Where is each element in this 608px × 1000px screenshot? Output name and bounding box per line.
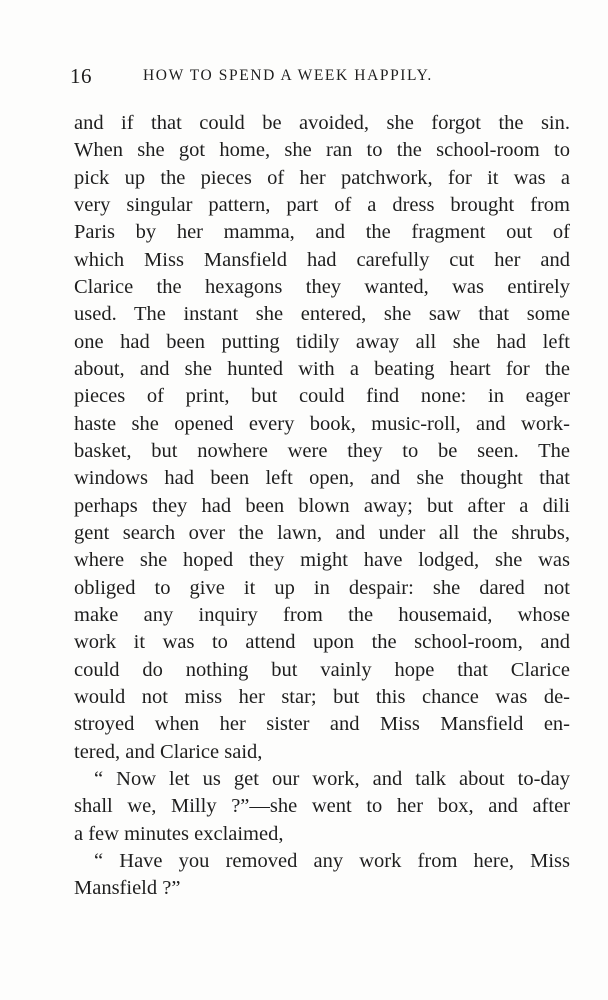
text-line: one had been putting tidily away all she had left <box>74 330 570 353</box>
text-line: make any inquiry from the housemaid, whose <box>74 603 570 626</box>
page-header <box>70 64 540 88</box>
text-line: gent search over the lawn, and under all the shrubs, <box>74 521 570 544</box>
text-line: shall we, Milly ?”—she went to her box, and after <box>74 795 570 818</box>
text-line: “ Now let us get our work, and talk about to-day <box>94 767 570 790</box>
text-line: tered, and Clarice said, <box>74 740 263 763</box>
text-line: where she hoped they might have lodged, she was <box>74 549 570 572</box>
text-line: stroyed when her sister and Miss Mansfield en- <box>74 713 570 736</box>
text-line: basket, but nowhere were they to be seen. The <box>74 439 570 462</box>
text-line: and if that could be avoided, she forgot the sin. <box>74 112 570 134</box>
text-line: Clarice the hexagons they wanted, was entirely <box>74 275 570 298</box>
text-line: used. The instant she entered, she saw that some <box>74 303 570 326</box>
text-line: pick up the pieces of her patchwork, for it was a <box>74 166 570 189</box>
running-title: HOW TO SPEND A WEEK HAPPILY. <box>143 67 433 84</box>
text-line: pieces of print, but could find none: in eager <box>74 385 570 408</box>
text-line: When she got home, she ran to the school-room to <box>74 139 570 162</box>
text-line: very singular pattern, part of a dress brought from <box>74 193 570 216</box>
text-line: “ Have you removed any work from here, Miss <box>94 849 570 872</box>
text-line: perhaps they had been blown away; but after a dili <box>74 494 570 517</box>
body-text <box>74 110 570 903</box>
text-line: a few minutes exclaimed, <box>74 822 284 845</box>
text-line: which Miss Mansfield had carefully cut her and <box>74 248 570 271</box>
page-number: 16 <box>70 64 92 88</box>
text-line: obliged to give it up in despair: she dared not <box>74 576 570 599</box>
text-line: work it was to attend upon the school-room, and <box>74 631 570 654</box>
text-line: about, and she hunted with a beating heart for the <box>74 357 570 380</box>
text-line: Paris by her mamma, and the fragment out of <box>74 221 570 244</box>
text-line: Mansfield ?” <box>74 877 181 900</box>
text-line: windows had been left open, and she thought that <box>74 467 570 490</box>
text-line: could do nothing but vainly hope that Clarice <box>74 658 570 681</box>
text-line: would not miss her star; but this chance was de- <box>74 685 570 708</box>
text-line: haste she opened every book, music-roll, and work- <box>74 412 570 435</box>
